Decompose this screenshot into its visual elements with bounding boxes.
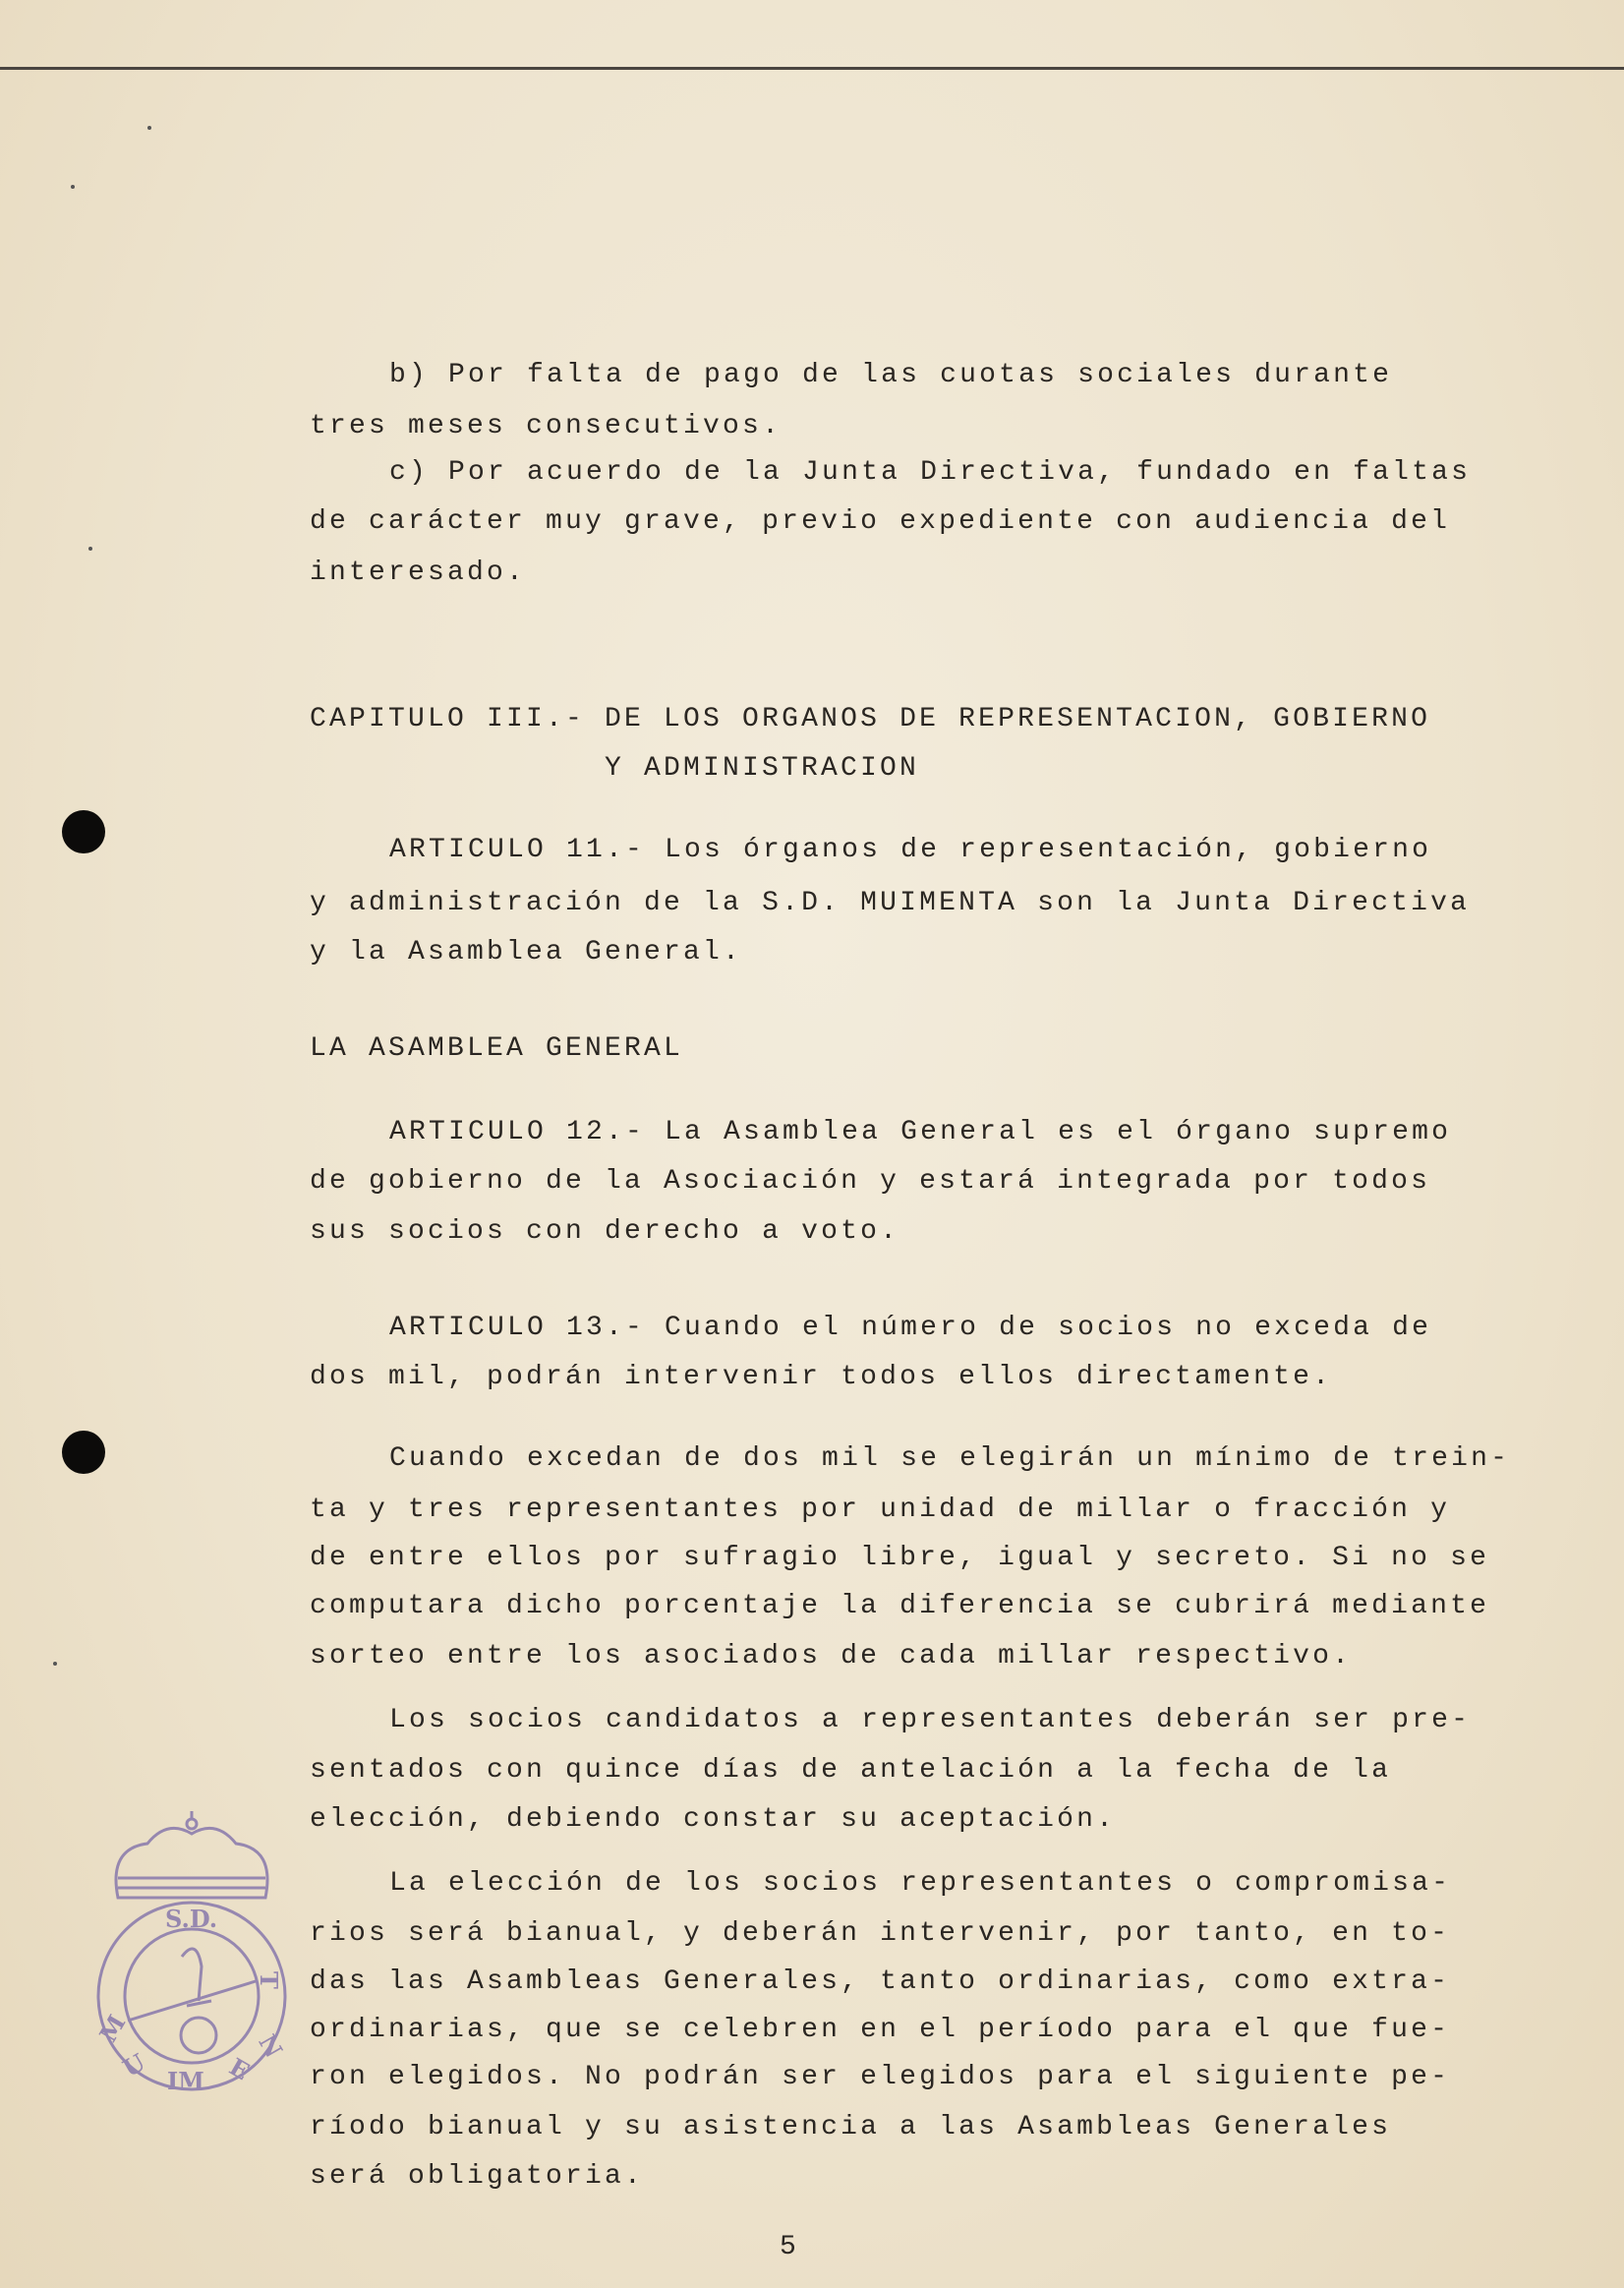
- section-heading: LA ASAMBLEA GENERAL: [310, 1033, 684, 1064]
- text-line: de carácter muy grave, previo expediente con audiencia del: [310, 506, 1451, 537]
- speck: [88, 547, 92, 551]
- text-line: y administración de la S.D. MUIMENTA son la Junta Directiva: [310, 888, 1471, 918]
- svg-text:S.D.: S.D.: [165, 1905, 218, 1933]
- text-line: dos mil, podrán intervenir todos ellos directamente.: [310, 1362, 1333, 1392]
- club-stamp-seal: [88, 1809, 295, 2094]
- text-line: de gobierno de la Asociación y estará integrada por todos: [310, 1166, 1431, 1197]
- text-line: ron elegidos. No podrán ser elegidos para el siguiente pe-: [310, 2062, 1451, 2092]
- text-line: interesado.: [310, 557, 527, 588]
- text-line: La elección de los socios representantes o compromisa-: [389, 1868, 1452, 1899]
- text-line: ta y tres representantes por unidad de millar o fracción y: [310, 1495, 1451, 1525]
- speck: [147, 126, 151, 130]
- text-line: ARTICULO 13.- Cuando el número de socios no exceda de: [389, 1313, 1432, 1343]
- svg-text:N: N: [253, 2029, 289, 2063]
- svg-text:IM: IM: [167, 2067, 204, 2094]
- punch-hole: [62, 1431, 105, 1474]
- text-line: das las Asambleas Generales, tanto ordinarias, como extra-: [310, 1966, 1451, 1997]
- punch-hole: [62, 810, 105, 853]
- text-line: c) Por acuerdo de la Junta Directiva, fundado en faltas: [389, 457, 1472, 488]
- speck: [53, 1662, 57, 1666]
- text-line: sorteo entre los asociados de cada millar respectivo.: [310, 1641, 1353, 1672]
- svg-text:M: M: [93, 2010, 132, 2047]
- text-line: tres meses consecutivos.: [310, 411, 783, 441]
- svg-text:T: T: [255, 1971, 283, 1989]
- text-line: ARTICULO 11.- Los órganos de representación, gobierno: [389, 835, 1432, 865]
- svg-text:E: E: [224, 2052, 255, 2086]
- text-line: ríodo bianual y su asistencia a las Asambleas Generales: [310, 2112, 1392, 2142]
- text-line: ordinarias, que se celebren en el período para el que fue-: [310, 2015, 1451, 2045]
- speck: [71, 185, 75, 189]
- text-line: computara dicho porcentaje la diferencia se cubrirá mediante: [310, 1591, 1490, 1621]
- text-line: Cuando excedan de dos mil se elegirán un mínimo de trein-: [389, 1443, 1511, 1474]
- top-rule: [0, 67, 1624, 70]
- text-line: b) Por falta de pago de las cuotas sociales durante: [389, 360, 1393, 390]
- svg-text:U: U: [117, 2047, 150, 2083]
- text-line: y la Asamblea General.: [310, 937, 743, 968]
- page-number: 5: [780, 2232, 796, 2262]
- text-line: será obligatoria.: [310, 2161, 645, 2192]
- text-line: rios será bianual, y deberán intervenir, por tanto, en to-: [310, 1918, 1451, 1949]
- chapter-heading: CAPITULO III.- DE LOS ORGANOS DE REPRESENTACION, GOBIERNO: [310, 704, 1431, 734]
- text-line: ARTICULO 12.- La Asamblea General es el órgano supremo: [389, 1117, 1452, 1147]
- chapter-heading: Y ADMINISTRACION: [605, 753, 920, 784]
- text-line: de entre ellos por sufragio libre, igual y secreto. Si no se: [310, 1543, 1490, 1573]
- text-line: sus socios con derecho a voto.: [310, 1216, 900, 1247]
- football-icon: [181, 2018, 216, 2053]
- text-line: Los socios candidatos a representantes deberán ser pre-: [389, 1705, 1472, 1735]
- text-line: elección, debiendo constar su aceptación.: [310, 1804, 1117, 1835]
- text-line: sentados con quince días de antelación a la fecha de la: [310, 1755, 1392, 1786]
